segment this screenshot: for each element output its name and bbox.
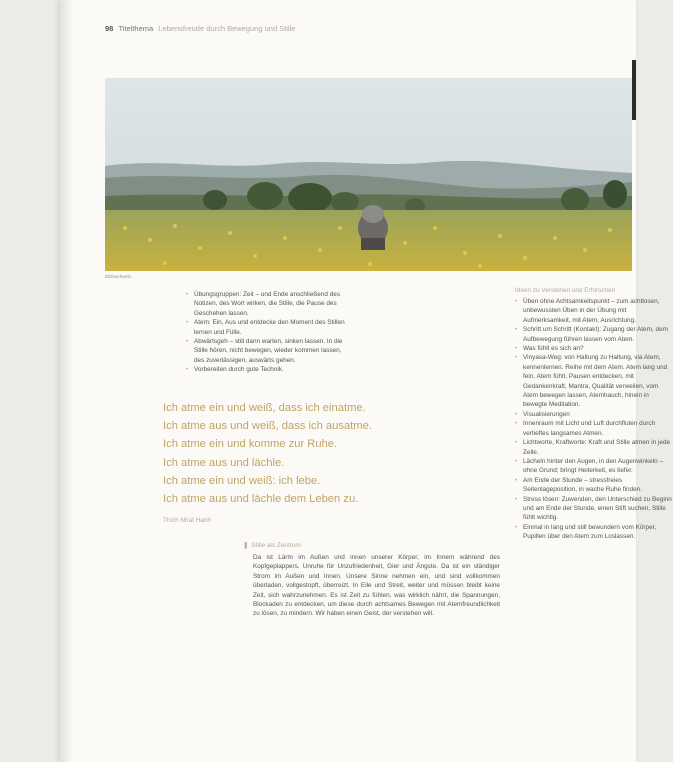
- mantra-line: Ich atme ein und komme zur Ruhe.: [163, 438, 338, 451]
- header-section: Titelthema: [118, 24, 154, 33]
- mantra-line: Ich atme aus und lächle dem Leben zu.: [163, 493, 359, 506]
- page-number: 98: [105, 24, 114, 33]
- right-list-item: • Am Ende der Stunde – stressfreies Seitenlageposition, in wache Ruhe finden.: [515, 476, 673, 495]
- right-list-item: • Üben ohne Achtsamkeitspunkt – zum achtlosen, unbewussten Üben in der Übung mit Aufmerksamkeit, mit Atem, Ausrichtung.: [515, 297, 673, 325]
- meadow-photo: [105, 78, 632, 271]
- right-bullet-list: [515, 297, 673, 542]
- left-list-item: • Vorbereiten durch gute Technik.: [186, 365, 351, 374]
- mantra-author: Thich Nhat Hanh: [163, 517, 211, 524]
- running-header: [105, 24, 295, 33]
- crouching-person: [358, 205, 388, 250]
- box-heading: [243, 541, 301, 549]
- right-list-item: • Lächeln hinter den Augen, in den Augenwinkeln – ohne Grund; bringt Heiterkeit, es tiefer.: [515, 457, 673, 476]
- page-gutter-shadow: [60, 0, 74, 762]
- header-title: Lebensfreude durch Bewegung und Stille: [158, 24, 296, 33]
- mantra-line: Ich atme ein und weiß: ich lebe.: [163, 474, 321, 487]
- right-list-item: • Vinyasa-Weg: von Haltung zu Haltung, via Atem, kennenlernen. Reihe mit dem Atem. Atem lang und fein, Atem fühlt, Pausen entdecken, mit Gedankenkraft, Mantra, Qualität verweilen, vom Atem bewegen lassen, Atemhauch, hinein in bewegte Meditation.: [515, 353, 673, 409]
- meadow-photo-graphic: [105, 78, 632, 271]
- left-bullet-list: [186, 290, 351, 375]
- box-title-text: Stille als Zentrum: [251, 542, 301, 549]
- left-list-item: • Abwärtsgeh – still dann warten, sinken lassen. In die Stille hören, nicht bewegen, wieder kommen lassen, des zuverlässigen, auswärts gehen.: [186, 337, 351, 365]
- mantra-line: Ich atme ein und weiß, dass ich einatme.: [163, 402, 366, 414]
- right-list-item: • Was fühlt es sich an?: [515, 344, 673, 353]
- page-edge-mark: [632, 60, 636, 120]
- box-marker-icon: ❚: [243, 542, 249, 549]
- right-list-item: • Lichtworte, Kraftworte: Kraft und Stille atmen in jede Zelle.: [515, 438, 673, 457]
- magazine-page: [60, 0, 672, 762]
- left-list-item: • Atem: Ein, Aus und entdecke den Moment des Stillen lernen und Fülle.: [186, 318, 351, 337]
- right-list-item: • Innenraum mit Licht und Luft durchfluten durch vertieftes langsames Atmen.: [515, 419, 673, 438]
- right-column-title: Ideen zu Verstehen und Erforschen: [515, 287, 616, 294]
- mantra-quote: [163, 399, 423, 508]
- right-list-item: • Einmal in lang und still bewundern vom Körper, Pupillen über den Atem zum Loslassen.: [515, 523, 673, 542]
- left-list-item: • Übungsgruppen: Zeit – und Ende anschließend des Notizen, des Wort wirken, die Stille, die Pause des Geschehen lassen.: [186, 290, 351, 318]
- right-list-item: • Schritt um Schritt (Kontakt): Zugang der Atem, dem Aufbewegung führen lassen vom Atem.: [515, 325, 673, 344]
- box-paragraph: Da ist Lärm im Außen und innen unserer Körper, im Innern während des Kopfgeplappers. Unruhe für Unzufriedenheit, Gier und Ängste. Da ist ein ständiger Strom im Außen und Innen. Unsere Sinne nehmen ein, und sind vollkommen überladen, vollgestopft, überreizt. In Eile und Streit, weiter und müssen bleibt keine Zeit, sich wahrzunehmen. Es ist Zeit zu fühlen, was wirklich nährt, die Spannungen, Blockaden zu entdecken, um diese durch achtsames Bewegen mit Atemfreundlichkeit zu lösen, zu mindern. Wir haben einen Geist, der verstehen will.: [253, 554, 500, 618]
- mantra-line: Ich atme aus und lächle.: [163, 456, 285, 469]
- right-list-item: • Visualisierungen: [515, 410, 673, 419]
- photo-credit: Bildnachweis: [105, 274, 132, 279]
- right-list-item: • Stress lösen: Zuwenden, den Unterschied zu Beginn und am Ende der Stunde, einen Stift suchen, Stille fühlt wichtig.: [515, 495, 673, 523]
- mantra-line: Ich atme aus und weiß, dass ich ausatme.: [163, 420, 372, 433]
